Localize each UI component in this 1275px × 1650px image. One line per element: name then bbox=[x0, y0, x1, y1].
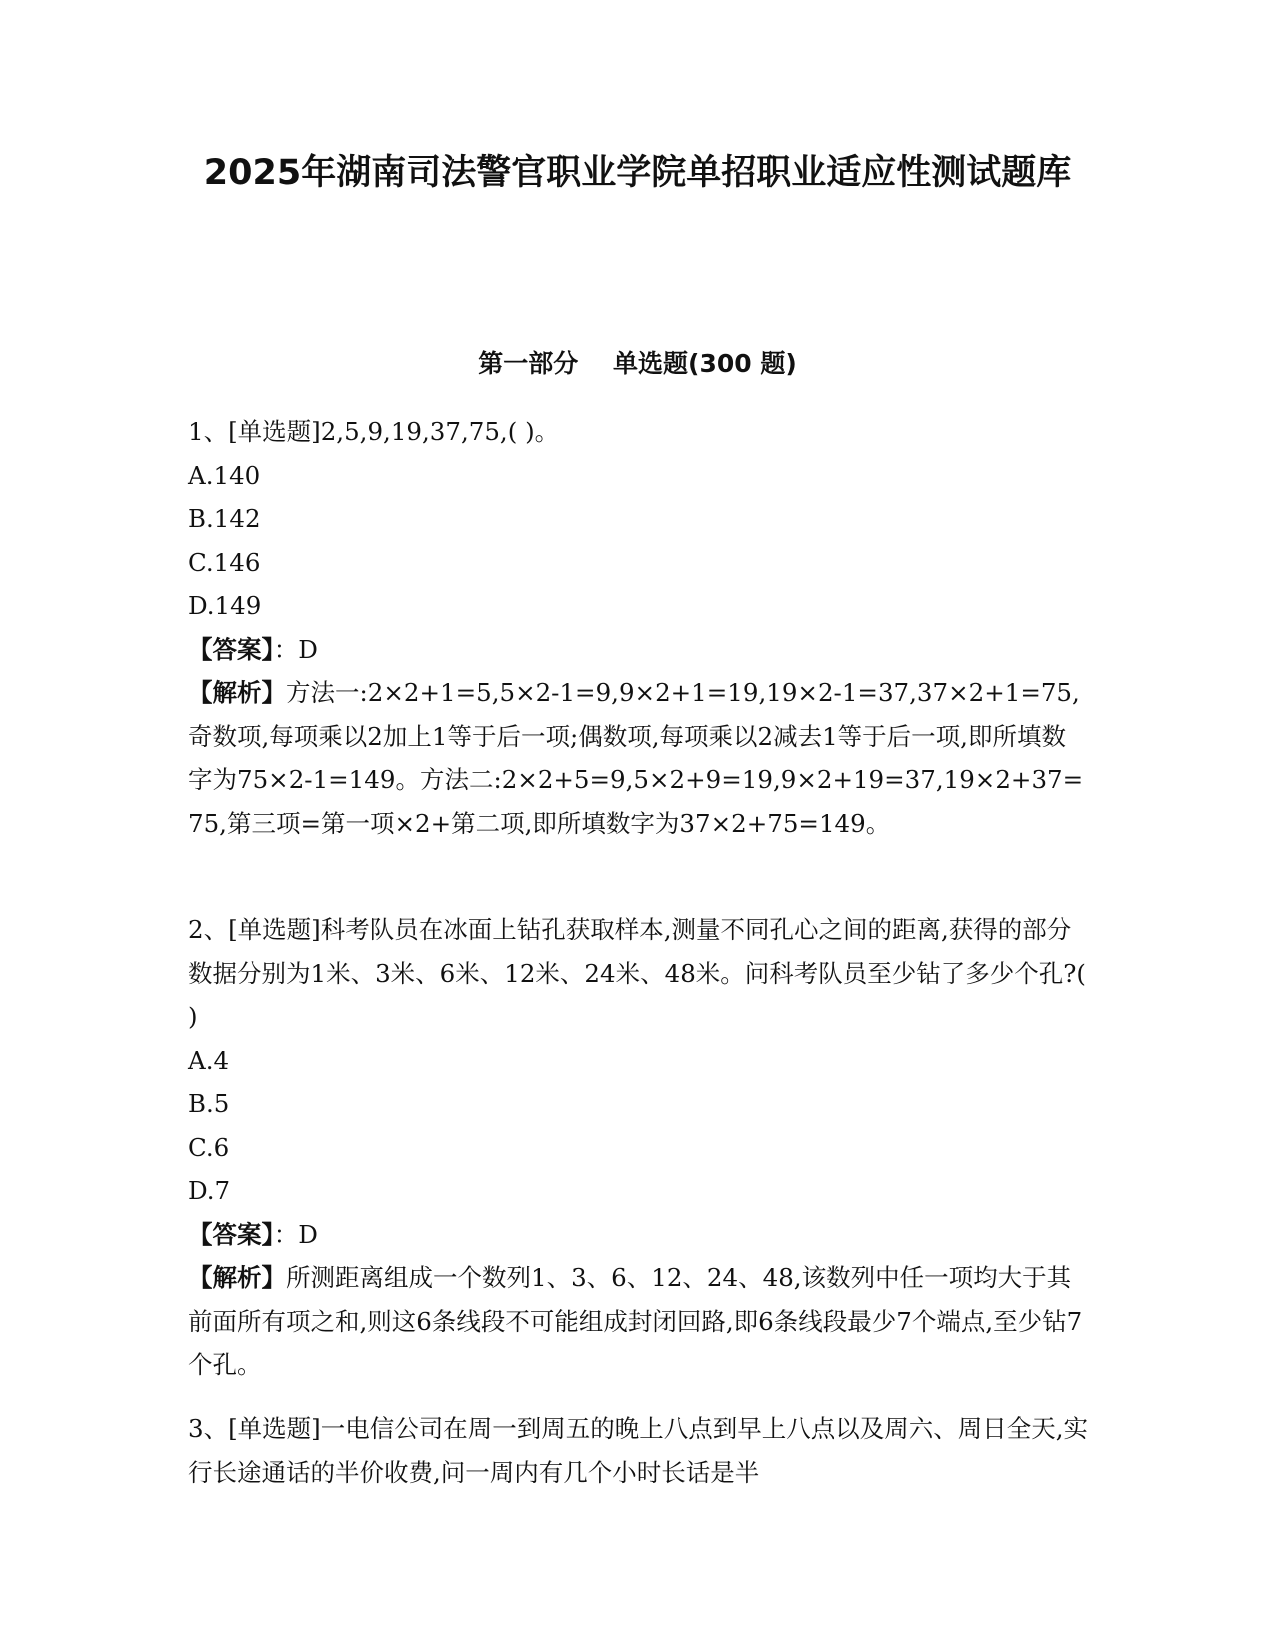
option-c: C.146 bbox=[188, 547, 261, 577]
answer-value: ：D bbox=[273, 1219, 318, 1249]
answer-label: 【答案】 bbox=[188, 1219, 274, 1249]
option-a: A.140 bbox=[188, 460, 261, 490]
option-b: B.5 bbox=[188, 1089, 230, 1118]
analysis-line bbox=[188, 671, 1088, 845]
question-stem: 1、[单选题]2,5,9,19,37,75,( )。 bbox=[188, 417, 560, 446]
analysis-text: 方法一:2×2+1=5,5×2-1=9,9×2+1=19,19×2-1=37,37×2+1=75,奇数项,每项乘以2加上1等于后一项;偶数项,每项乘以2减去1等于后一项,即所填数字为75×2-1=149。方法二:2×2+5=9,5×2+9=19,9×2+19=37,19×2+37=75,第三项=第一项×2+第二项,即所填数字为37×2+75=149。 bbox=[188, 678, 1084, 838]
answer-line bbox=[188, 1213, 1088, 1257]
question-2 bbox=[188, 908, 1088, 1387]
analysis-label: 【解析】 bbox=[188, 1263, 286, 1292]
option-d: D.7 bbox=[188, 1176, 231, 1205]
option-d: D.149 bbox=[188, 591, 262, 620]
answer-label: 【答案】 bbox=[188, 634, 274, 664]
analysis-line bbox=[188, 1256, 1088, 1387]
option-b: B.142 bbox=[188, 504, 261, 533]
option-a: A.4 bbox=[188, 1045, 230, 1075]
section-heading: 第一部分 单选题(300 题) bbox=[478, 349, 797, 378]
question-stem: 2、[单选题]科考队员在冰面上钻孔获取样本,测量不同孔心之间的距离,获得的部分数据分别为1米、3米、6米、12米、24米、48米。问科考队员至少钻了多少个孔?( ) bbox=[188, 915, 1086, 1031]
answer-line bbox=[188, 628, 1088, 672]
analysis-label: 【解析】 bbox=[188, 678, 286, 707]
question-3 bbox=[188, 1407, 1088, 1494]
question-stem: 3、[单选题]一电信公司在周一到周五的晚上八点到早上八点以及周六、周日全天,实行长途通话的半价收费,问一周内有几个小时长话是半 bbox=[188, 1414, 1088, 1487]
analysis-text: 所测距离组成一个数列1、3、6、12、24、48,该数列中任一项均大于其前面所有项之和,则这6条线段不可能组成封闭回路,即6条线段最少7个端点,至少钻7个孔。 bbox=[188, 1263, 1083, 1379]
answer-value: ：D bbox=[273, 634, 318, 664]
option-c: C.6 bbox=[188, 1132, 230, 1162]
question-1 bbox=[188, 410, 1088, 845]
document-title: 2025年湖南司法警官职业学院单招职业适应性测试题库 bbox=[203, 153, 1072, 193]
